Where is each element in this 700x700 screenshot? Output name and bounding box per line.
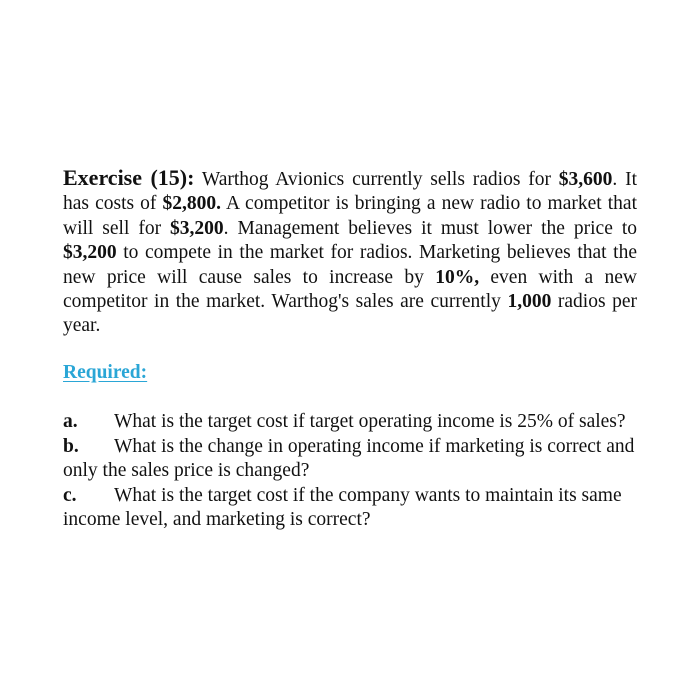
question-letter: b. xyxy=(63,435,79,457)
exercise-text-4: . Management believes it must lower the price to xyxy=(223,217,637,239)
units-sold: 1,000 xyxy=(507,291,552,313)
exercise-text-3: A competitor is bringing a new radio to market that will sell for xyxy=(63,193,637,239)
question-a xyxy=(63,410,637,435)
competitor-price: $3,200 xyxy=(170,217,224,239)
question-text: What is the target cost if the company wants to maintain its same income level, and marketing is correct? xyxy=(63,484,622,531)
exercise-title: Exercise (15): xyxy=(63,165,195,190)
new-price: $3,200 xyxy=(63,242,117,264)
sales-increase: 10%, xyxy=(435,266,480,288)
current-price: $3,600 xyxy=(558,169,613,190)
question-b xyxy=(63,435,637,484)
question-letter: a. xyxy=(63,411,78,432)
exercise-text-2: . It has costs of xyxy=(63,169,637,215)
cost-value: $2,800. xyxy=(162,193,221,215)
questions-list xyxy=(63,410,637,533)
exercise-text-6: even with a new competitor in the market. Warthog's sales are currently xyxy=(63,266,638,313)
exercise-text-7: radios per year. xyxy=(63,291,637,337)
question-text: What is the change in operating income if marketing is correct and only the sales price is changed? xyxy=(63,435,635,482)
question-text: What is the target cost if target operating income is 25% of sales? xyxy=(114,411,626,432)
question-letter: c. xyxy=(63,484,77,506)
exercise-text-5: to compete in the market for radios. Marketing believes that the new price will cause sales to increase by xyxy=(63,242,637,288)
exercise-paragraph xyxy=(63,166,637,339)
required-heading: Required: xyxy=(63,362,148,383)
question-c xyxy=(63,484,637,533)
exercise-text-1: Warthog Avionics currently sells radios for xyxy=(194,169,559,190)
